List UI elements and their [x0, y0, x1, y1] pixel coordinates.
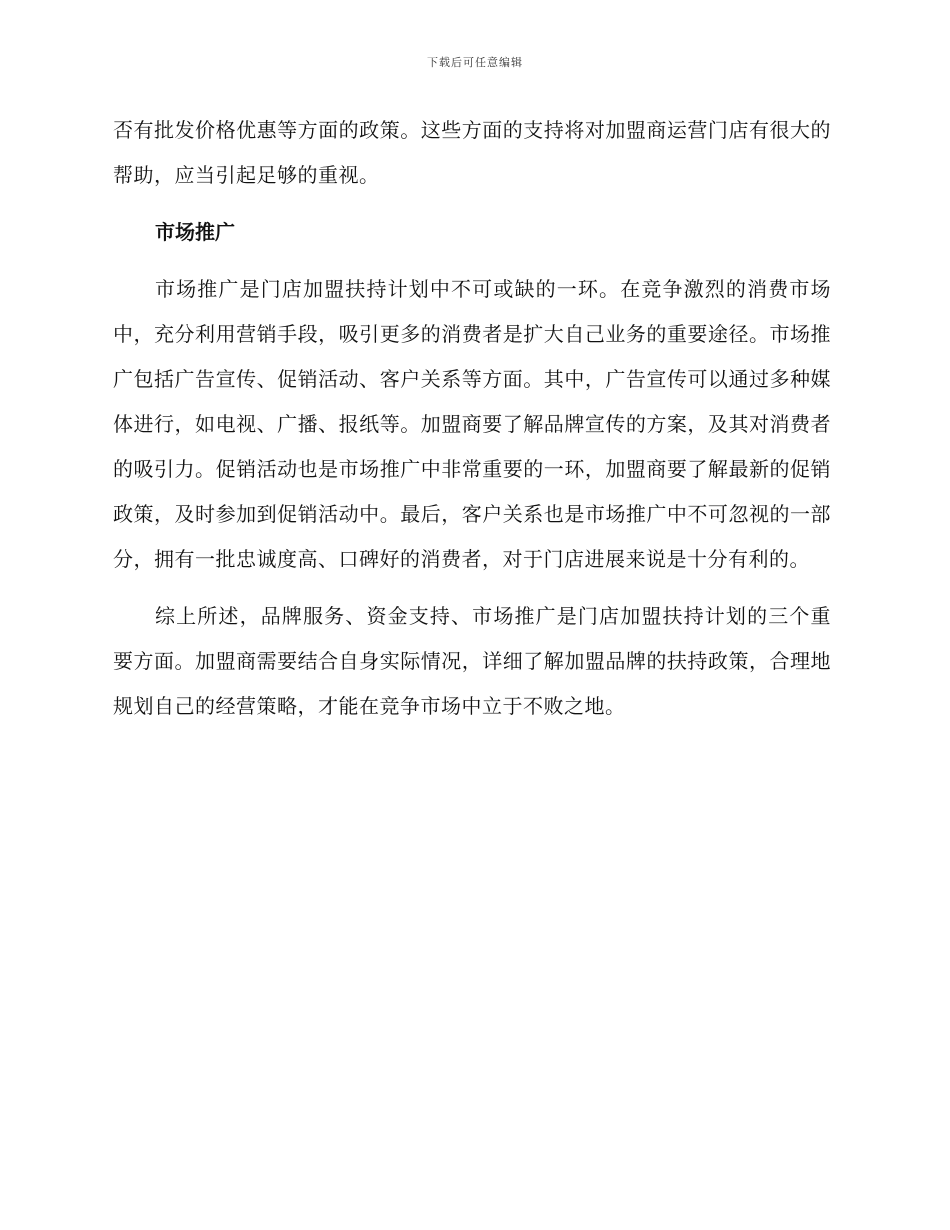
section-heading-marketing: 市场推广 [155, 220, 235, 244]
spacer [113, 198, 831, 210]
document-body [113, 108, 831, 729]
paragraph-conclusion: 综上所述，品牌服务、资金支持、市场推广是门店加盟扶持计划的三个重要方面。加盟商需要结合自身实际情况，详细了解加盟品牌的扶持政策，合理地规划自己的经营策略，才能在竞争市场中立于不败之地。 [113, 604, 831, 718]
paragraph-marketing: 市场推广是门店加盟扶持计划中不可或缺的一环。在竞争激烈的消费市场中，充分利用营销手段，吸引更多的消费者是扩大自己业务的重要途径。市场推广包括广告宣传、促销活动、客户关系等方面。其中，广告宣传可以通过多种媒体进行，如电视、广播、报纸等。加盟商要了解品牌宣传的方案，及其对消费者的吸引力。促销活动也是市场推广中非常重要的一环，加盟商要了解最新的促销政策，及时参加到促销活动中。最后，客户关系也是市场推广中不可忽视的一部分，拥有一批忠诚度高、口碑好的消费者，对于门店进展来说是十分有利的。 [113, 277, 831, 571]
paragraph-policy-continuation: 否有批发价格优惠等方面的政策。这些方面的支持将对加盟商运营门店有很大的帮助，应当引起足够的重视。 [113, 118, 831, 187]
spacer [113, 255, 831, 267]
page-header: 下载后可任意编辑 [427, 56, 523, 69]
spacer [113, 582, 831, 594]
